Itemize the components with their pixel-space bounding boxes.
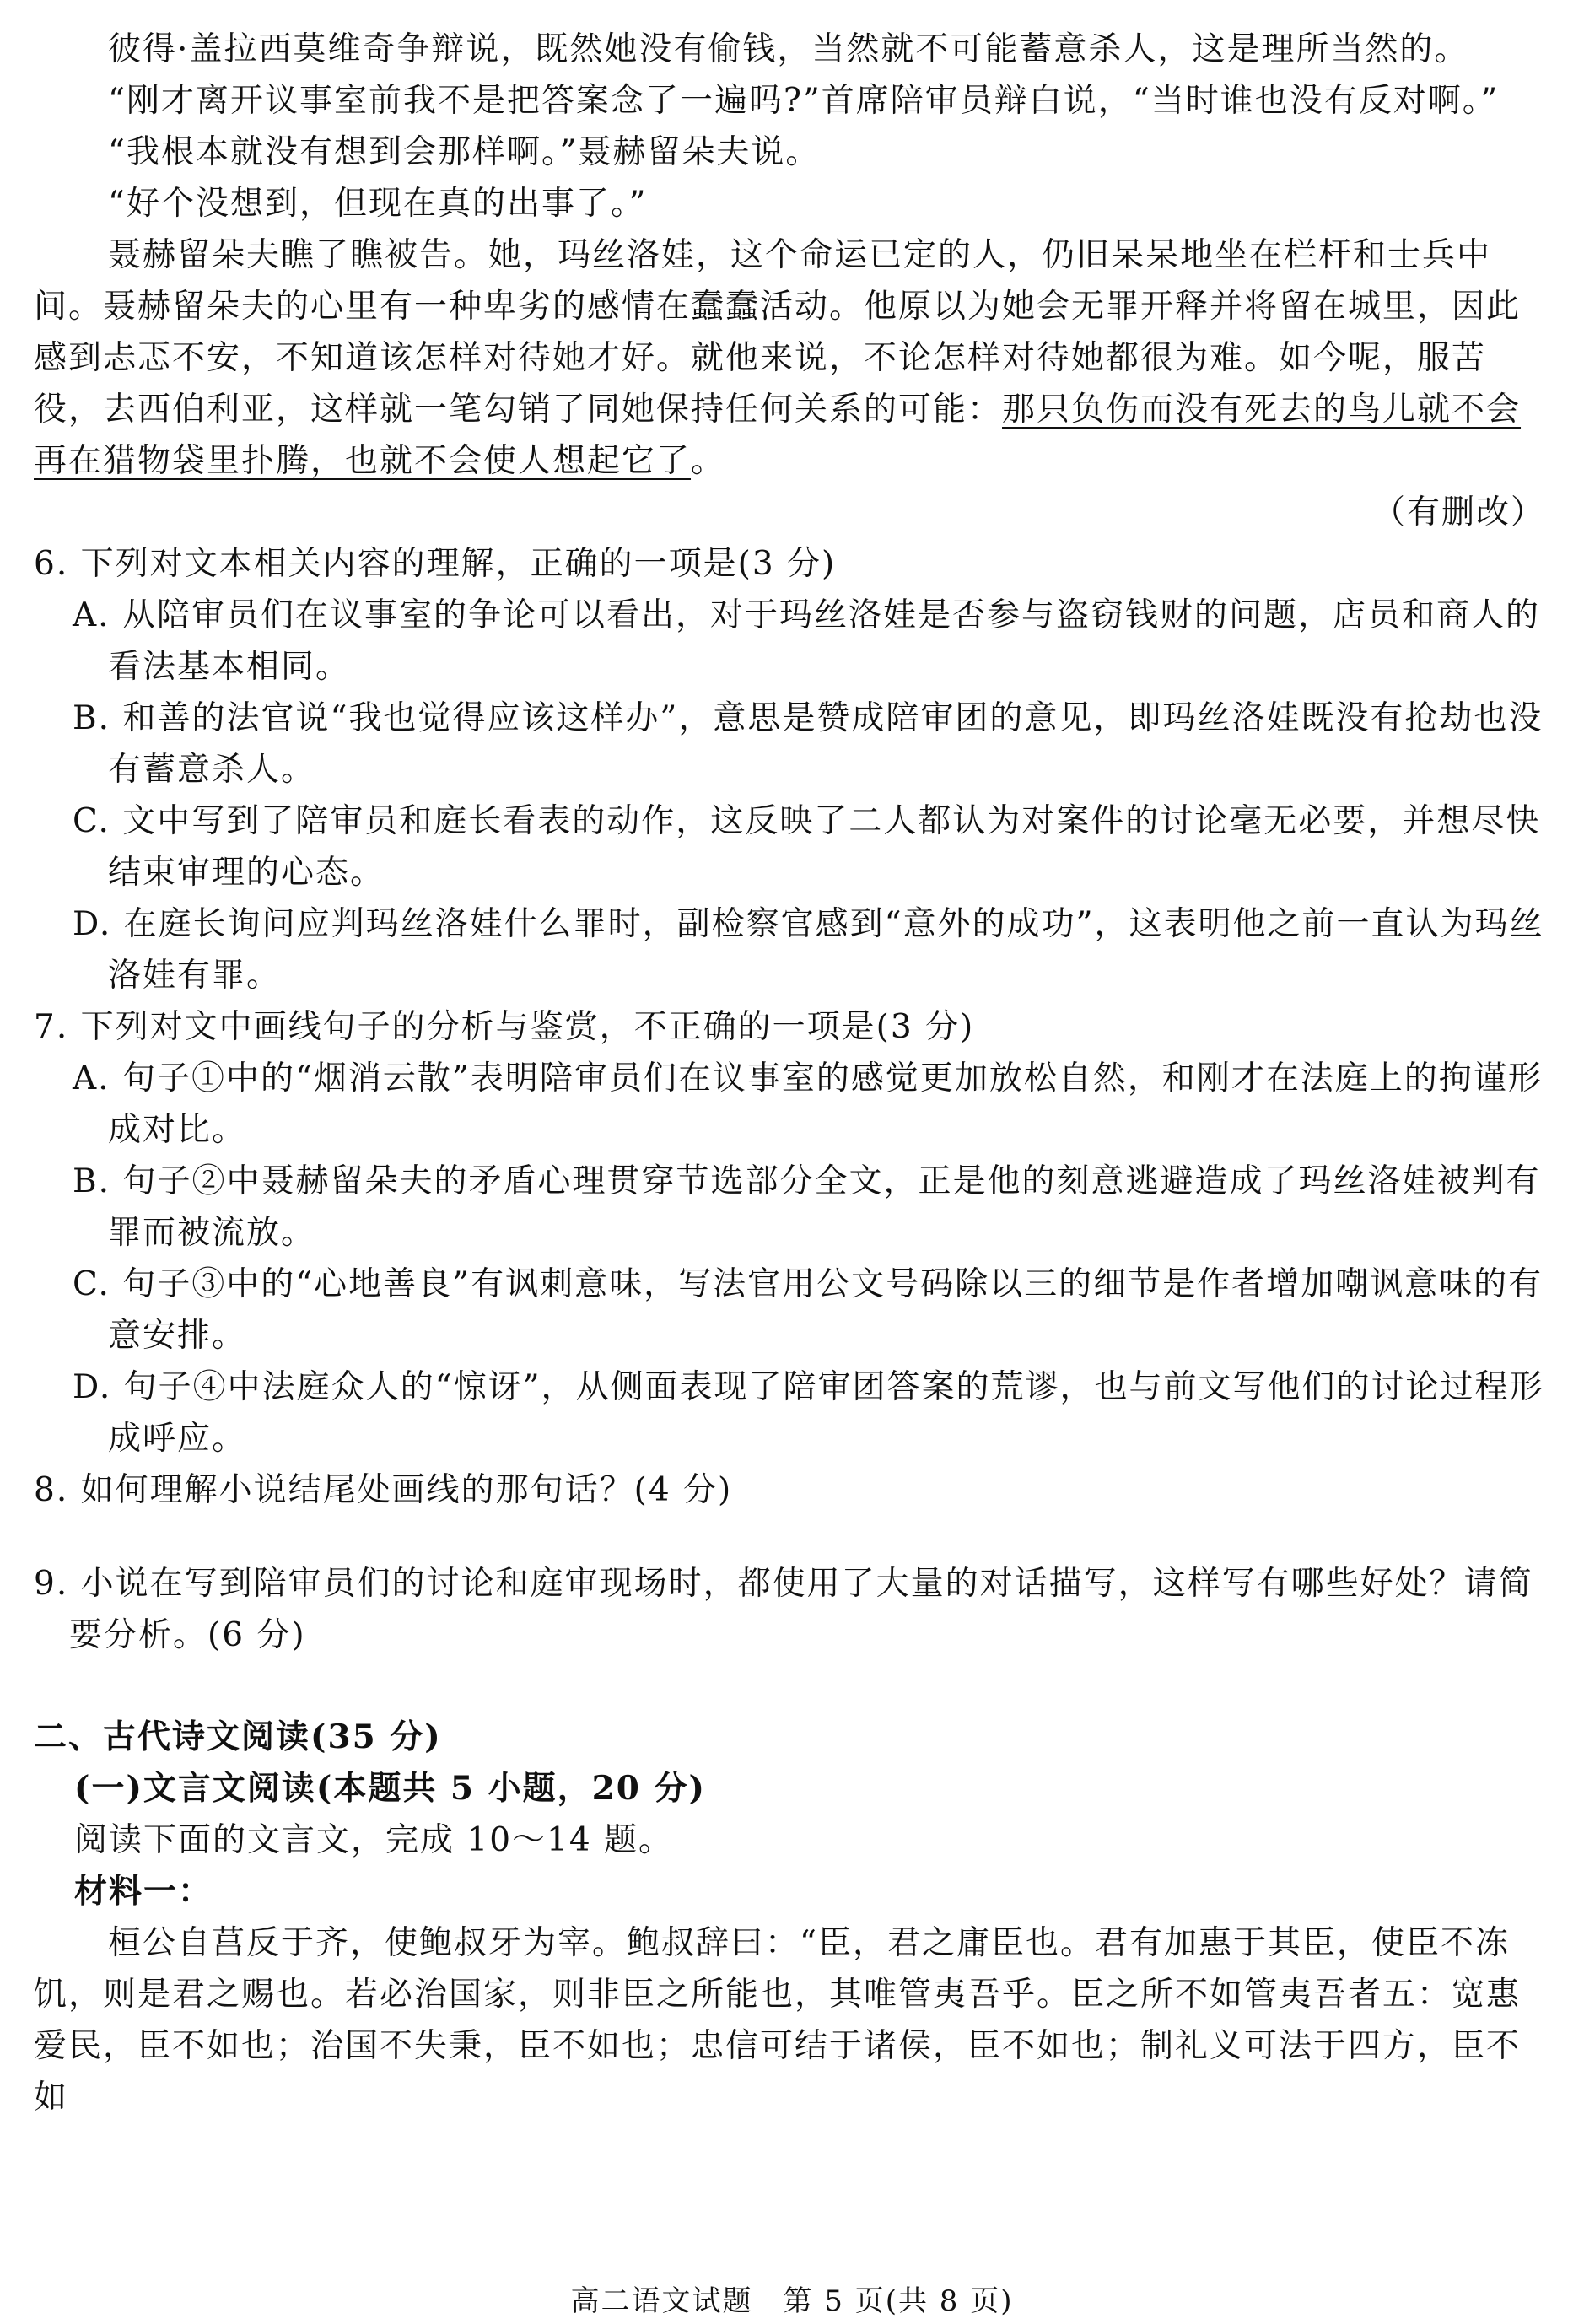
page-footer: 高二语文试题 第 5 页(共 8 页) [570,2284,1014,2318]
passage-paragraph: “我根本就没有想到会那样啊。”聂赫留朵夫说。 [108,133,821,171]
source-note: （有删改） [1371,493,1545,531]
question-7-option-b: B. 句子②中聂赫留朵夫的矛盾心理贯穿节选部分全文，正是他的刻意逃避造成了玛丝洛娃被判有罪而被流放。 [73,1162,1541,1252]
question-7-stem: 7. 下列对文中画线句子的分析与鉴赏，不正确的一项是(3 分) [34,1008,975,1046]
material-text: 桓公自莒反于齐，使鲍叔牙为宰。鲍叔辞曰：“臣，君之庸臣也。君有加惠于其臣，使臣不冻饥，则是君之赐也。若必治国家，则非臣之所能也，其唯管夷吾乎。臣之所不如管夷吾者五：宽惠爱民，臣不如也；治国不失秉，臣不如也；忠信可结于诸侯，臣不如也；制礼义可法于四方，臣不如 [34,1924,1522,2116]
subsection-title: (一)文言文阅读(本题共 5 小题，20 分) [74,1769,706,1808]
question-9: 9. 小说在写到陪审员们的讨论和庭审现场时，都使用了大量的对话描写，这样写有哪些好处？请简要分析。(6 分) [34,1565,1533,1654]
passage-paragraph-final [34,229,1552,487]
question-6-stem: 6. 下列对文本相关内容的理解，正确的一项是(3 分) [34,545,837,583]
question-8: 8. 如何理解小说结尾处画线的那句话？(4 分) [34,1471,733,1509]
question-6-option-a: A. 从陪审员们在议事室的争论可以看出，对于玛丝洛娃是否参与盗窃钱财的问题，店员和商人的看法基本相同。 [73,596,1540,686]
question-7-option-a: A. 句子①中的“烟消云散”表明陪审员们在议事室的感觉更加放松自然，和刚才在法庭上的拘谨形成对比。 [73,1060,1543,1149]
question-7-option-c: C. 句子③中的“心地善良”有讽刺意味，写法官用公文号码除以三的细节是作者增加嘲讽意味的有意安排。 [73,1265,1544,1355]
instruction: 阅读下面的文言文，完成 10～14 题。 [74,1821,674,1859]
question-7-option-d: D. 句子④中法庭众人的“惊讶”，从侧面表现了陪审团答案的荒谬，也与前文写他们的讨论过程形成呼应。 [73,1368,1544,1458]
passage-paragraph: “刚才离开议事室前我不是把答案念了一遍吗?”首席陪审员辩白说，“当时谁也没有反对啊。” [108,82,1500,120]
question-6-option-c: C. 文中写到了陪审员和庭长看表的动作，这反映了二人都认为对案件的讨论毫无必要，并想尽快结束审理的心态。 [73,802,1541,892]
passage-text: 。 [691,442,726,480]
question-6-option-d: D. 在庭长询问应判玛丝洛娃什么罪时，副检察官感到“意外的成功”，这表明他之前一直认为玛丝洛娃有罪。 [73,905,1544,995]
passage-paragraph: “好个没想到，但现在真的出事了。” [108,185,648,223]
passage-text: 聂赫留朵夫瞧了瞧被告。她，玛丝洛娃，这个命运已定的人，仍旧呆呆地坐在栏杆和士兵中间。聂赫留朵夫的心里有一种卑劣的感情在蠢蠢活动。他原以为她会无罪开释并将留在城里，因此感到忐忑不安，不知道该怎样对待她才好。就他来说，不论怎样对待她都很为难。如今呢，服苦役，去西伯利亚，这样就一笔勾销了同她保持任何关系的可能： [34,236,1522,429]
underlined-sentence: 那只负伤而没有死去的鸟儿就不会再在猎物袋里扑腾，也就不会使人想起它了 [34,391,1522,480]
material-label: 材料一： [74,1872,213,1911]
answer-space [34,1661,1552,1712]
exam-page [34,24,1552,2123]
answer-space [34,1516,1552,1558]
question-6-option-b: B. 和善的法官说“我也觉得应该这样办”，意思是赞成陪审团的意见，即玛丝洛娃既没有抢劫也没有蓄意杀人。 [73,699,1544,789]
passage-paragraph: 彼得·盖拉西莫维奇争辩说，既然她没有偷钱，当然就不可能蓄意杀人，这是理所当然的。 [108,30,1469,68]
section-title: 二、古代诗文阅读(35 分) [34,1717,442,1756]
